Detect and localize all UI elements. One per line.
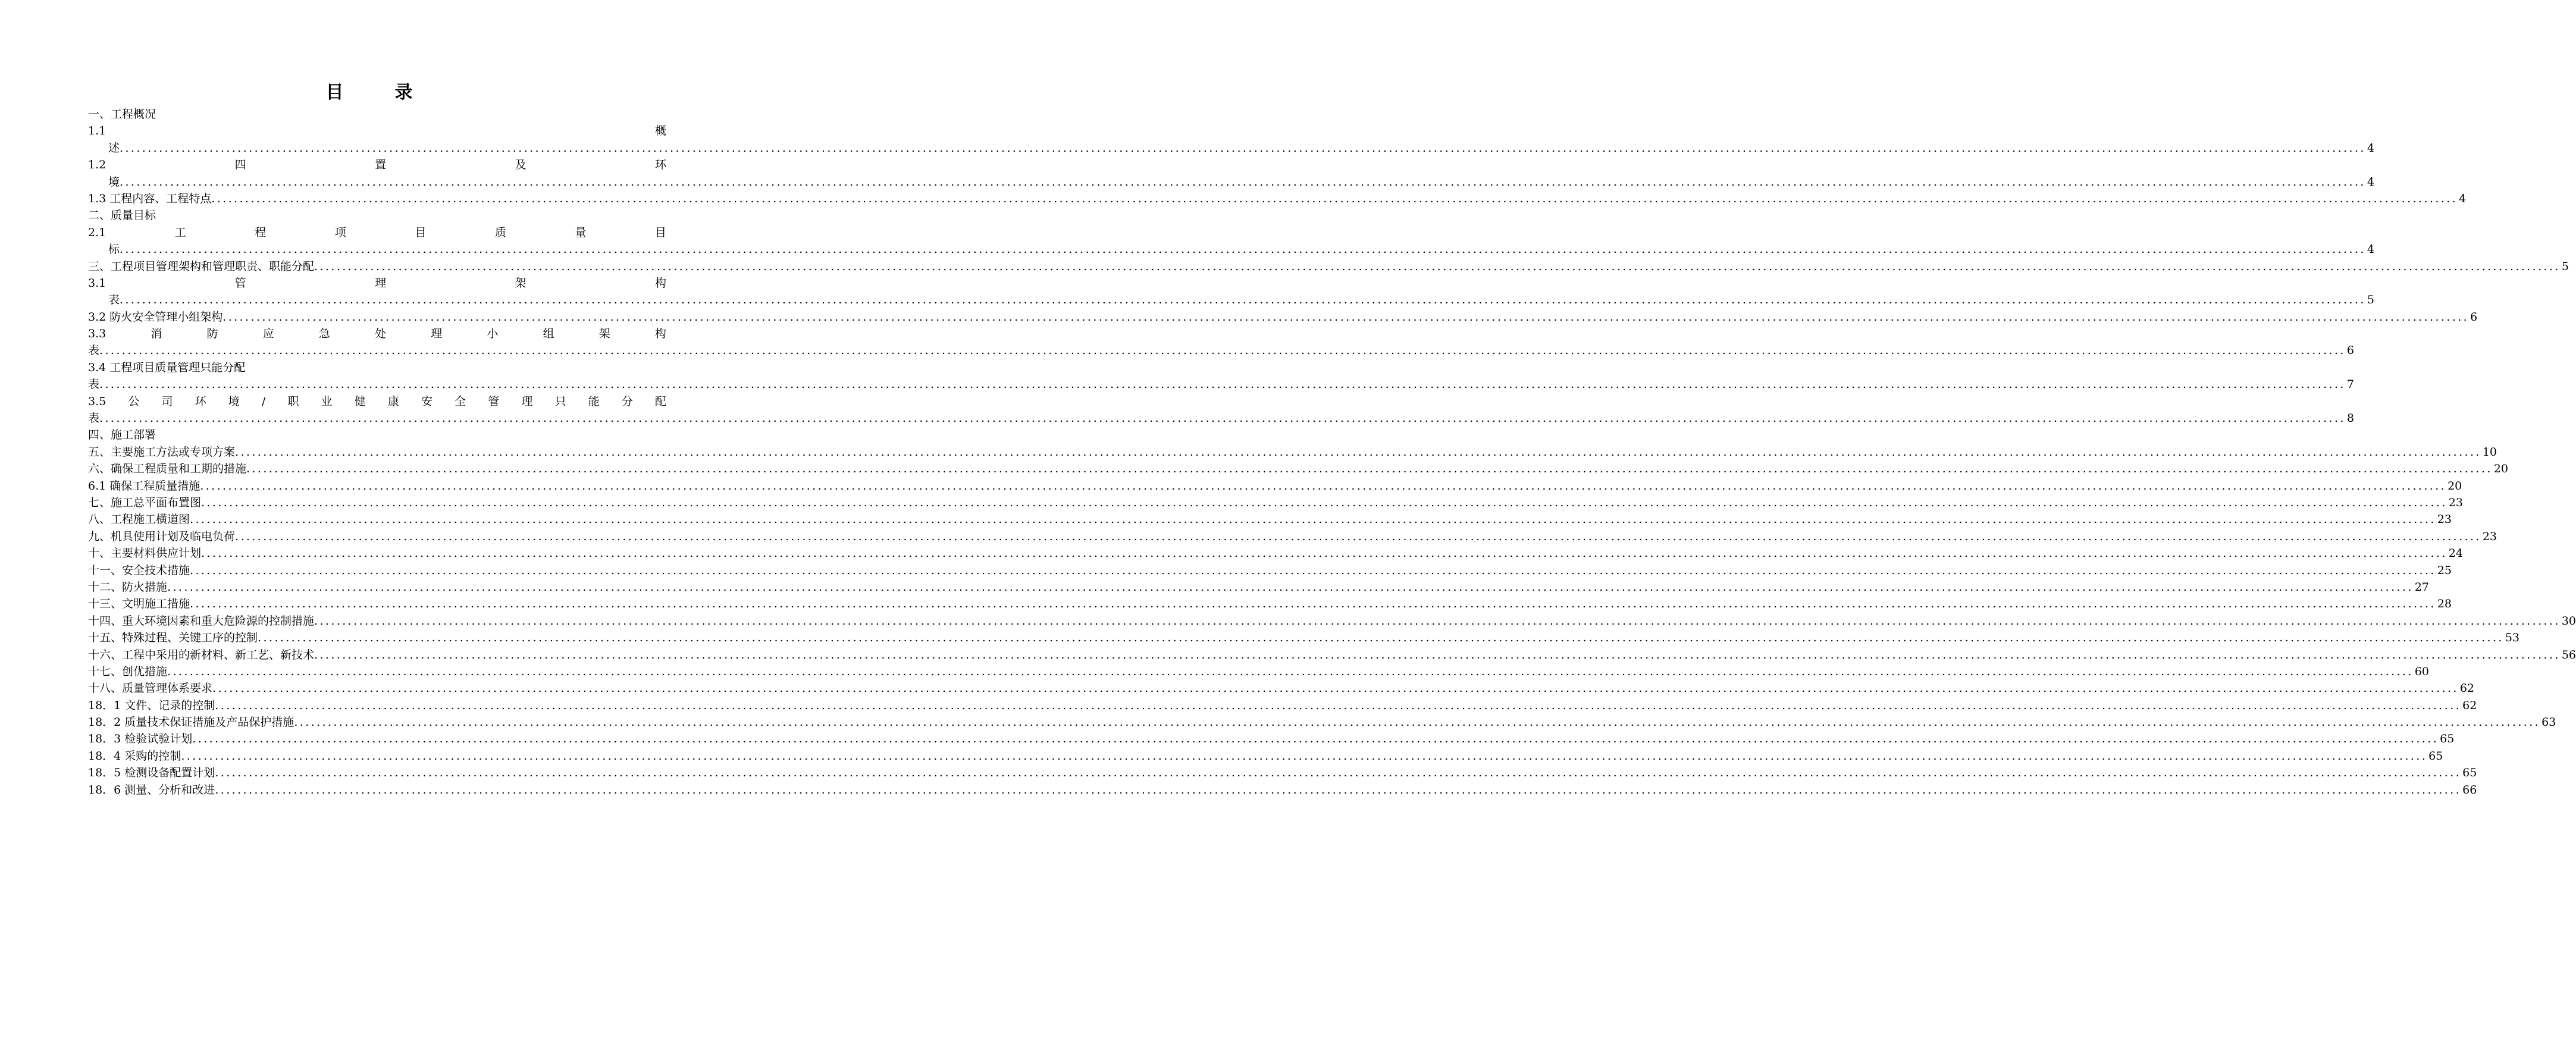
- toc-entry-label: 18．1 文件、记录的控制: [88, 698, 215, 712]
- dot-leader: ................................................................................................................................................................................................................................................................................................................................................................................................................: [190, 563, 2436, 577]
- toc-entry: [88, 562, 2452, 579]
- toc-entry-word: 构: [654, 327, 666, 341]
- toc-entry-page: 10: [2482, 445, 2497, 459]
- toc-entry: [88, 647, 2576, 663]
- toc-entry-continuation: [88, 140, 2374, 156]
- toc-entry-number: 1.2: [88, 158, 106, 172]
- toc-entry-number: 1.1: [88, 124, 106, 138]
- toc-entry: [88, 460, 2509, 477]
- toc-entry-page: 7: [2346, 378, 2354, 391]
- toc-entry-word: 防: [206, 327, 218, 341]
- dot-leader: ................................................................................................................................................................................................................................................................................................................................................................................................................: [120, 175, 2366, 189]
- toc-entry-label: 十、主要材料供应计划: [88, 547, 202, 560]
- dot-leader: ................................................................................................................................................................................................................................................................................................................................................................................................................: [192, 732, 2439, 746]
- dot-leader: ................................................................................................................................................................................................................................................................................................................................................................................................................: [314, 614, 2561, 628]
- toc-entry-page: 30: [2561, 614, 2576, 628]
- toc-entry-label-line: 3.4 工程项目质量管理只能分配: [88, 360, 246, 374]
- toc-entry-justified: [88, 156, 666, 173]
- toc-entry-label: 18．6 测量、分析和改进: [88, 783, 215, 797]
- toc-entry-page: 65: [2428, 749, 2443, 763]
- dot-leader: ................................................................................................................................................................................................................................................................................................................................................................................................................: [212, 682, 2459, 695]
- dot-leader: ................................................................................................................................................................................................................................................................................................................................................................................................................: [294, 716, 2541, 729]
- toc-section-heading: 一、工程概况: [88, 108, 156, 121]
- toc-entry-page: 20: [2447, 479, 2462, 493]
- dot-leader: ................................................................................................................................................................................................................................................................................................................................................................................................................: [235, 445, 2481, 459]
- toc-entry-page: 63: [2541, 716, 2556, 729]
- toc-entry-page: 65: [2440, 732, 2455, 746]
- toc-entry-label-end: 述: [108, 141, 120, 155]
- toc-entry-label-end: 表: [88, 412, 100, 425]
- toc-entry: [88, 595, 2452, 612]
- toc-entry-word: 目: [654, 225, 666, 239]
- toc-entry-label: 6.1 确保工程质量措施: [88, 479, 200, 493]
- dot-leader: ................................................................................................................................................................................................................................................................................................................................................................................................................: [167, 580, 2414, 594]
- page-title: 目 录: [325, 82, 430, 103]
- toc-entry-label: 三、工程项目管理架构和管理职责、职能分配: [88, 259, 315, 273]
- toc-entry-word: 业: [321, 394, 333, 408]
- toc-entry-word: 小: [487, 327, 499, 341]
- toc-entry-word: 工: [174, 225, 186, 239]
- dot-leader: ................................................................................................................................................................................................................................................................................................................................................................................................................: [314, 648, 2561, 661]
- toc-entry-label: 十八、质量管理体系要求: [88, 682, 213, 695]
- dot-leader: ................................................................................................................................................................................................................................................................................................................................................................................................................: [99, 378, 2346, 391]
- toc-entry-word: 只: [554, 394, 566, 408]
- toc-entry-page: 60: [2414, 664, 2430, 678]
- dot-leader: ................................................................................................................................................................................................................................................................................................................................................................................................................: [314, 259, 2561, 273]
- toc-section-heading: 二、质量目标: [88, 209, 156, 222]
- toc-entry-page: 23: [2448, 496, 2464, 509]
- toc-entry-continuation: [88, 410, 2354, 427]
- toc-entry-justified: [88, 123, 666, 139]
- toc-entry-word: 急: [318, 327, 330, 341]
- toc-entry-page: 6: [2470, 310, 2478, 324]
- toc-entry: [88, 731, 2455, 747]
- toc-entry-label: 十六、工程中采用的新材料、新工艺、新技术: [88, 648, 315, 661]
- toc-entry-label: 1.3 工程内容、工程特点: [88, 192, 212, 205]
- toc-entry-page: 8: [2346, 412, 2354, 425]
- toc-entry-word: 项: [334, 225, 346, 239]
- toc-entry-word: 管: [234, 276, 246, 290]
- dot-leader: ................................................................................................................................................................................................................................................................................................................................................................................................................: [258, 631, 2504, 645]
- toc-entry-page: 25: [2437, 563, 2452, 577]
- toc-entry-number: 3.5: [88, 394, 106, 408]
- toc-entry-number: 2.1: [88, 225, 106, 239]
- dot-leader: ................................................................................................................................................................................................................................................................................................................................................................................................................: [200, 479, 2447, 493]
- dot-leader: ................................................................................................................................................................................................................................................................................................................................................................................................................: [215, 698, 2462, 712]
- toc-entry-page: 4: [2367, 141, 2374, 155]
- toc-entry-label-end: 表: [88, 378, 100, 391]
- dot-leader: ................................................................................................................................................................................................................................................................................................................................................................................................................: [120, 293, 2366, 307]
- toc-entry-justified: [88, 393, 666, 410]
- toc-entry-word: 目: [415, 225, 427, 239]
- toc-entry-continuation: [88, 376, 2354, 393]
- toc-entry-word: 量: [575, 225, 587, 239]
- toc-entry-label: 十五、特殊过程、关键工序的控制: [88, 631, 258, 645]
- toc-entry: [88, 579, 2430, 595]
- toc-entry-label: 18．5 检测设备配置计划: [88, 766, 215, 780]
- toc-entry-label: 3.2 防火安全管理小组架构: [88, 310, 223, 324]
- toc-entry-continuation: [88, 241, 2374, 258]
- toc-entry-word: 分: [621, 394, 633, 408]
- toc-entry-word: 理: [375, 276, 387, 290]
- toc-entry-page: 28: [2437, 597, 2452, 611]
- toc-entry-word: /: [261, 394, 266, 408]
- dot-leader: ................................................................................................................................................................................................................................................................................................................................................................................................................: [246, 462, 2493, 476]
- toc-entry-word: 组: [543, 327, 554, 341]
- dot-leader: ................................................................................................................................................................................................................................................................................................................................................................................................................: [211, 192, 2458, 205]
- toc-entry-label-end: 表: [88, 344, 100, 358]
- dot-leader: ................................................................................................................................................................................................................................................................................................................................................................................................................: [181, 749, 2428, 763]
- toc-entry-label: 十一、安全技术措施: [88, 563, 190, 577]
- dot-leader: ................................................................................................................................................................................................................................................................................................................................................................................................................: [99, 412, 2346, 425]
- toc-entry-label-end: 境: [108, 175, 120, 189]
- toc-entry: [88, 545, 2464, 562]
- toc-entry-word: 环: [195, 394, 206, 408]
- toc-entry-word: 及: [515, 158, 527, 172]
- toc-entry-word: 能: [588, 394, 600, 408]
- toc-entry: [88, 663, 2430, 680]
- toc-entry-label: 九、机具使用计划及临电负荷: [88, 529, 236, 543]
- table-of-contents: [88, 106, 2576, 798]
- toc-entry-word: 配: [654, 394, 666, 408]
- toc-entry-label-end: 表: [108, 293, 120, 307]
- toc-entry-page: 62: [2459, 682, 2475, 695]
- toc-entry-page: 4: [2459, 192, 2467, 205]
- toc-entry-page: 4: [2367, 175, 2374, 189]
- toc-entry: [88, 697, 2477, 714]
- dot-leader: ................................................................................................................................................................................................................................................................................................................................................................................................................: [201, 496, 2447, 509]
- toc-entry: [88, 528, 2497, 545]
- toc-entry-word: 全: [455, 394, 466, 408]
- toc-entry: [88, 764, 2477, 781]
- toc-entry-label: 十二、防火措施: [88, 580, 168, 594]
- toc-entry-word: 处: [375, 327, 387, 341]
- toc-entry-label: 八、工程施工横道图: [88, 513, 190, 526]
- toc-entry: [88, 680, 2475, 697]
- toc-entry-word: 职: [287, 394, 299, 408]
- toc-entry-continuation: [88, 342, 2354, 359]
- toc-entry-label: 七、施工总平面布置图: [88, 496, 202, 509]
- dot-leader: ................................................................................................................................................................................................................................................................................................................................................................................................................: [215, 766, 2462, 780]
- toc-entry-word: 质: [494, 225, 506, 239]
- toc-entry-label: 五、主要施工方法或专项方案: [88, 445, 236, 459]
- toc-entry: [88, 478, 2462, 494]
- dot-leader: ................................................................................................................................................................................................................................................................................................................................................................................................................: [190, 513, 2436, 526]
- toc-section-heading: 四、施工部署: [88, 428, 156, 442]
- dot-leader: ................................................................................................................................................................................................................................................................................................................................................................................................................: [167, 664, 2414, 678]
- dot-leader: ................................................................................................................................................................................................................................................................................................................................................................................................................: [222, 310, 2470, 324]
- dot-leader: ................................................................................................................................................................................................................................................................................................................................................................................................................: [215, 783, 2462, 797]
- toc-entry-justified: [88, 275, 666, 291]
- dot-leader: ................................................................................................................................................................................................................................................................................................................................................................................................................: [201, 547, 2447, 560]
- dot-leader: ................................................................................................................................................................................................................................................................................................................................................................................................................: [120, 141, 2366, 155]
- toc-entry-number: 3.1: [88, 276, 106, 290]
- toc-entry-label-end: 标: [108, 243, 120, 256]
- toc-entry-word: 置: [375, 158, 387, 172]
- toc-entry-word: 消: [151, 327, 162, 341]
- toc-entry-continuation: [88, 174, 2374, 190]
- toc-entry: [88, 782, 2477, 798]
- toc-entry: [88, 629, 2520, 646]
- toc-entry: [88, 613, 2576, 629]
- dot-leader: ................................................................................................................................................................................................................................................................................................................................................................................................................: [99, 344, 2346, 358]
- toc-entry: [88, 309, 2478, 325]
- toc-entry: [88, 714, 2556, 731]
- toc-entry-page: 5: [2367, 293, 2374, 307]
- toc-entry-word: 安: [421, 394, 433, 408]
- toc-entry-page: 23: [2437, 513, 2452, 526]
- toc-entry-page: 65: [2462, 766, 2477, 780]
- toc-entry-word: 健: [354, 394, 366, 408]
- toc-entry-page: 24: [2448, 547, 2464, 560]
- toc-entry-page: 4: [2367, 243, 2374, 256]
- toc-entry-label: 十四、重大环境因素和重大危险源的控制措施: [88, 614, 315, 628]
- toc-entry-word: 康: [387, 394, 399, 408]
- toc-entry: [88, 444, 2497, 460]
- toc-entry-label: 十三、文明施工措施: [88, 597, 190, 611]
- toc-entry-label: 18．3 检验试验计划: [88, 732, 193, 746]
- toc-entry-word: 境: [228, 394, 240, 408]
- toc-entry-number: 3.3: [88, 327, 106, 341]
- toc-entry-word: 程: [255, 225, 267, 239]
- toc-entry: [88, 748, 2443, 764]
- toc-entry-continuation: [88, 291, 2374, 308]
- toc-entry-word: 公: [128, 394, 140, 408]
- toc-entry-page: 53: [2505, 631, 2520, 645]
- toc-entry-label: 18．4 采购的控制: [88, 749, 181, 763]
- toc-entry-page: 27: [2414, 580, 2430, 594]
- toc-entry-word: 架: [515, 276, 527, 290]
- toc-entry-word: 管: [488, 394, 500, 408]
- dot-leader: ................................................................................................................................................................................................................................................................................................................................................................................................................: [190, 597, 2436, 611]
- toc-entry-page: 6: [2346, 344, 2354, 358]
- toc-entry-page: 23: [2482, 529, 2497, 543]
- toc-entry-label: 十七、创优措施: [88, 664, 168, 678]
- toc-entry-page: 66: [2462, 783, 2477, 797]
- toc-entry-word: 应: [262, 327, 274, 341]
- toc-entry-word: 概: [654, 124, 666, 138]
- toc-entry-word: 环: [654, 158, 666, 172]
- dot-leader: ................................................................................................................................................................................................................................................................................................................................................................................................................: [235, 529, 2481, 543]
- toc-entry-word: 构: [654, 276, 666, 290]
- toc-entry-word: 理: [521, 394, 533, 408]
- toc-entry-page: 20: [2493, 462, 2509, 476]
- toc-entry-justified: [88, 224, 666, 241]
- toc-entry-word: 理: [431, 327, 443, 341]
- toc-entry-page: 56: [2561, 648, 2576, 661]
- toc-entry-label: 18．2 质量技术保证措施及产品保护措施: [88, 716, 294, 729]
- toc-entry-page: 62: [2462, 698, 2477, 712]
- toc-entry: [88, 190, 2467, 207]
- toc-entry: [88, 511, 2452, 528]
- toc-entry: [88, 258, 2569, 275]
- toc-entry-word: 四: [234, 158, 246, 172]
- toc-entry-justified: [88, 325, 666, 342]
- toc-entry: [88, 494, 2464, 511]
- toc-entry-label: 六、确保工程质量和工期的措施: [88, 462, 247, 476]
- toc-entry-page: 5: [2561, 259, 2569, 273]
- toc-entry-word: 司: [161, 394, 173, 408]
- toc-entry-word: 架: [598, 327, 610, 341]
- dot-leader: ................................................................................................................................................................................................................................................................................................................................................................................................................: [120, 243, 2366, 256]
